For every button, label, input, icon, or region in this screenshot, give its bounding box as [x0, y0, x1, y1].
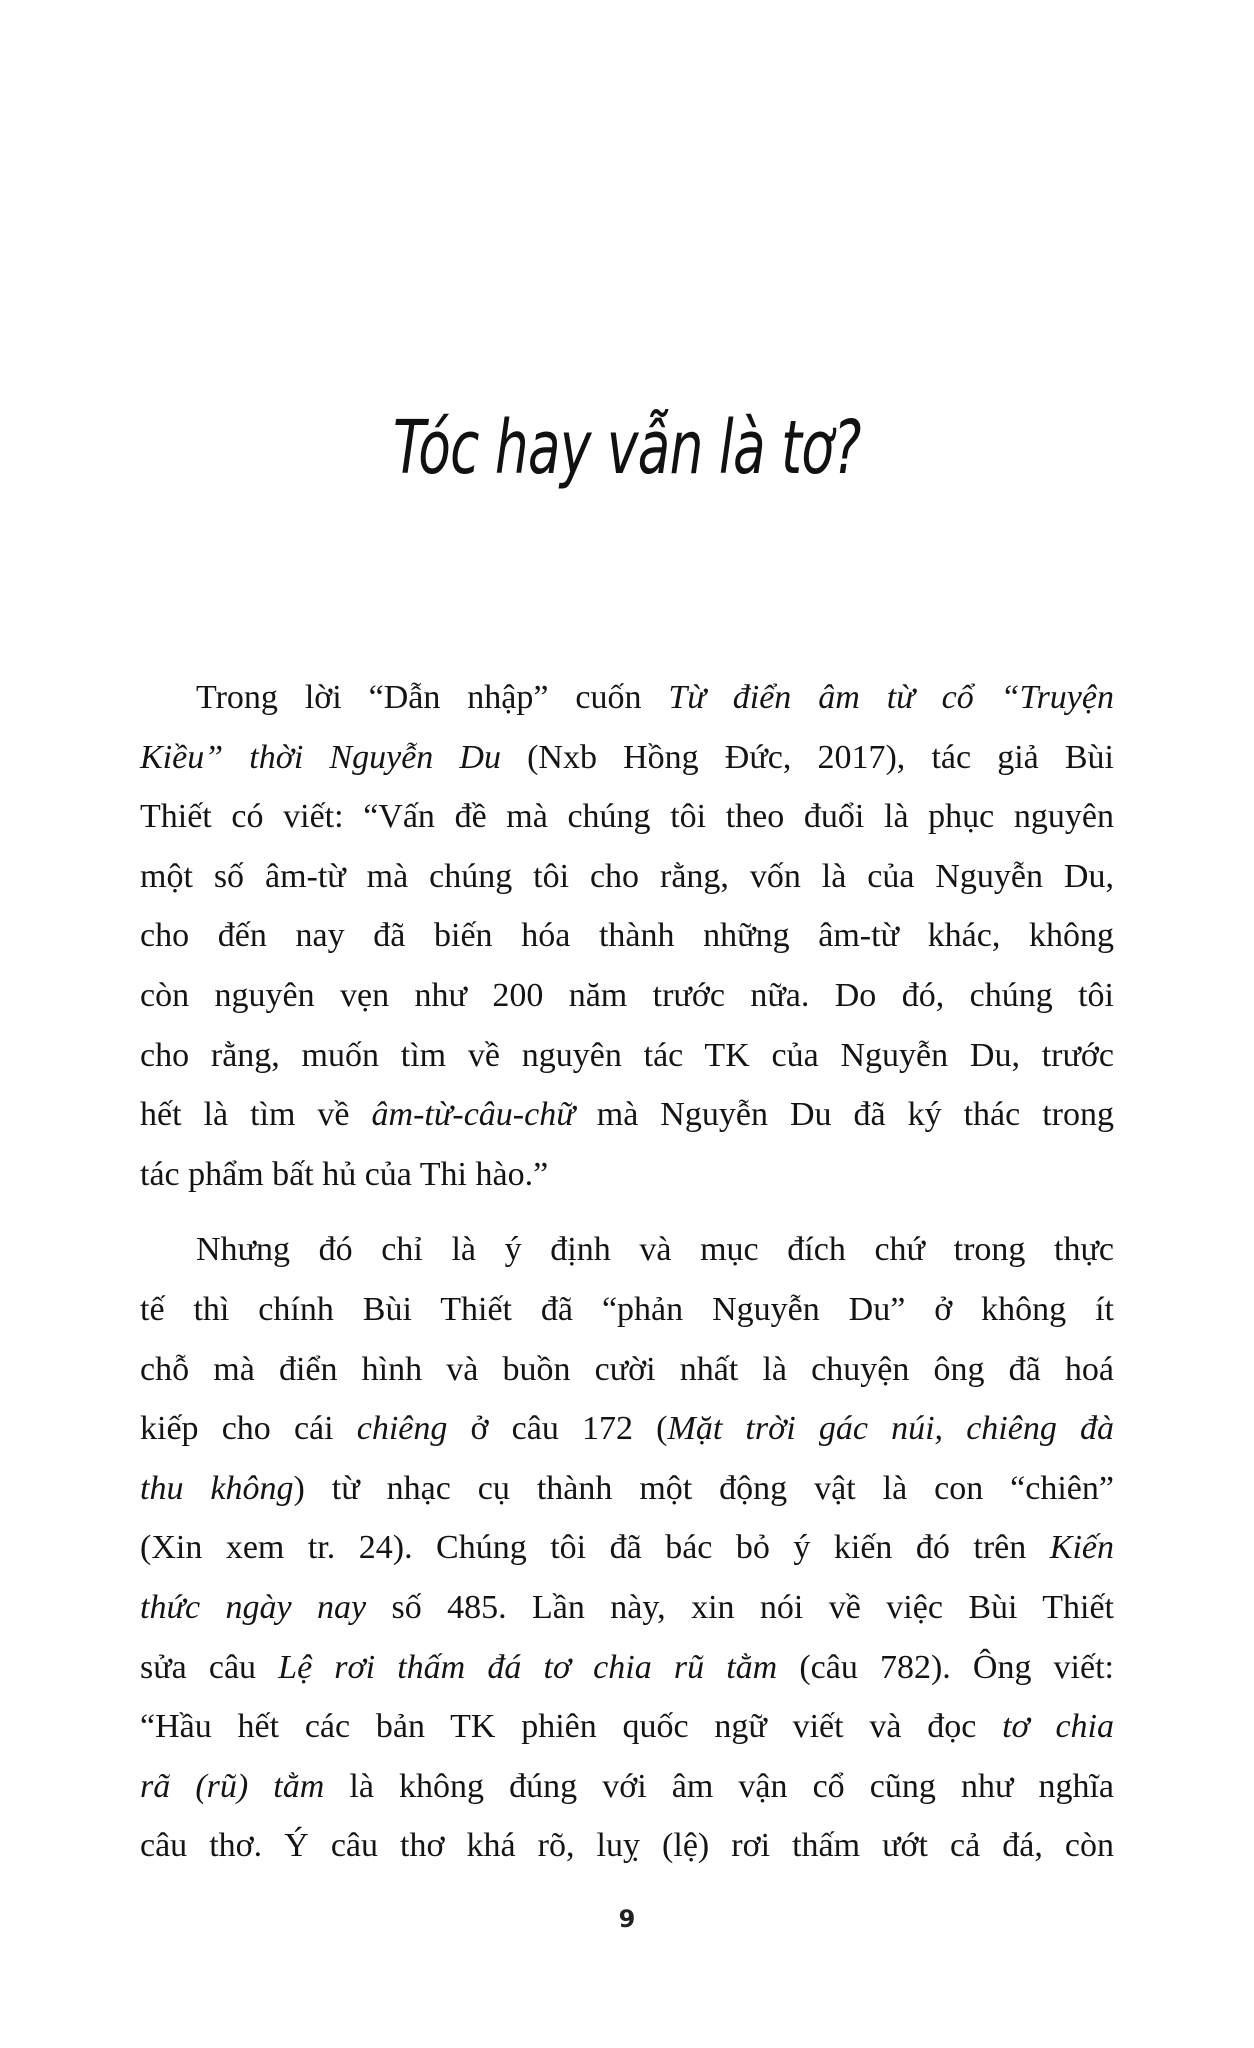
text-segment: câu thơ. Ý câu thơ khá rõ, luỵ (lệ) rơi thấm ướt cả đá, còn — [140, 1827, 1114, 1865]
chapter-title-text: Tóc hay vẫn là tơ? — [393, 405, 861, 491]
italic-text: âm-từ-câu-chữ — [371, 1096, 575, 1134]
text-segment: Trong lời “Dẫn nhập” cuốn — [196, 679, 669, 716]
text-line — [140, 1026, 1114, 1086]
text-segment: hết là tìm về — [140, 1096, 372, 1134]
text-line — [140, 668, 1114, 728]
italic-text: Từ điển âm từ cổ “Truyện — [668, 679, 1114, 716]
text-line — [140, 847, 1114, 907]
text-line — [140, 1518, 1114, 1578]
text-segment: một số âm-từ mà chúng tôi cho rằng, vốn là của Nguyễn Du, — [140, 857, 1114, 895]
paragraph — [140, 668, 1114, 1204]
paragraph — [140, 1220, 1114, 1876]
text-line — [140, 1757, 1114, 1817]
text-segment: (Xin xem tr. 24). Chúng tôi đã bác bỏ ý kiến đó trên — [140, 1529, 1050, 1567]
italic-text: thu không — [140, 1469, 294, 1507]
italic-text: Kiều” thời Nguyễn Du — [140, 738, 501, 776]
text-line — [140, 1280, 1114, 1340]
italic-text: thức ngày nay — [140, 1588, 367, 1626]
text-line — [140, 906, 1114, 966]
text-line — [140, 1459, 1114, 1519]
text-segment: cho rằng, muốn tìm về nguyên tác TK của Nguyễn Du, trước — [140, 1036, 1114, 1074]
text-segment: ở câu 172 ( — [447, 1410, 668, 1448]
text-segment: (Nxb Hồng Đức, 2017), tác giả Bùi — [500, 738, 1114, 776]
text-line — [140, 1816, 1114, 1876]
italic-text: Mặt trời gác núi, chiêng đà — [667, 1410, 1114, 1448]
italic-text: Lệ rơi thấm đá tơ chia rũ tằm — [278, 1648, 778, 1686]
text-segment: “Hầu hết các bản TK phiên quốc ngữ viết và đọc — [140, 1708, 1003, 1746]
text-line — [140, 1145, 1114, 1205]
text-line — [140, 966, 1114, 1026]
paragraph-gap — [140, 1204, 1114, 1220]
text-line — [140, 787, 1114, 847]
italic-text: Kiến — [1049, 1529, 1114, 1567]
italic-text: rã (rũ) tằm — [140, 1767, 325, 1805]
text-segment: sửa câu — [140, 1648, 279, 1686]
text-segment: (câu 782). Ông viết: — [777, 1648, 1114, 1686]
text-line — [140, 1220, 1114, 1280]
text-segment: tế thì chính Bùi Thiết đã “phản Nguyễn Du” ở không ít — [140, 1290, 1114, 1328]
text-segment: chỗ mà điển hình và buồn cười nhất là chuyện ông đã hoá — [140, 1350, 1114, 1388]
text-line — [140, 728, 1114, 788]
italic-text: chiêng — [356, 1410, 448, 1448]
italic-text: tơ chia — [1002, 1708, 1114, 1746]
text-line — [140, 1638, 1114, 1698]
page-number: 9 — [618, 1905, 636, 1933]
text-line — [140, 1399, 1114, 1459]
text-segment: số 485. Lần này, xin nói về việc Bùi Thiết — [366, 1588, 1114, 1626]
text-segment: là không đúng với âm vận cổ cũng như nghĩa — [324, 1767, 1115, 1805]
text-line — [140, 1085, 1114, 1145]
chapter-title — [0, 405, 1254, 491]
text-segment: Nhưng đó chỉ là ý định và mục đích chứ trong thực — [196, 1231, 1114, 1269]
text-line — [140, 1340, 1114, 1400]
text-segment: Thiết có viết: “Vấn đề mà chúng tôi theo đuổi là phục nguyên — [140, 798, 1114, 836]
text-segment: tác phẩm bất hủ của Thi hào.” — [140, 1155, 549, 1193]
text-line — [140, 1578, 1114, 1638]
body-text — [140, 668, 1114, 1876]
text-line — [140, 1697, 1114, 1757]
text-segment: kiếp cho cái — [140, 1410, 357, 1448]
text-segment: còn nguyên vẹn như 200 năm trước nữa. Do đó, chúng tôi — [140, 976, 1114, 1014]
text-segment: cho đến nay đã biến hóa thành những âm-từ khác, không — [140, 917, 1114, 955]
text-segment: ) từ nhạc cụ thành một động vật là con “chiên” — [293, 1469, 1114, 1507]
text-segment: mà Nguyễn Du đã ký thác trong — [574, 1096, 1114, 1134]
